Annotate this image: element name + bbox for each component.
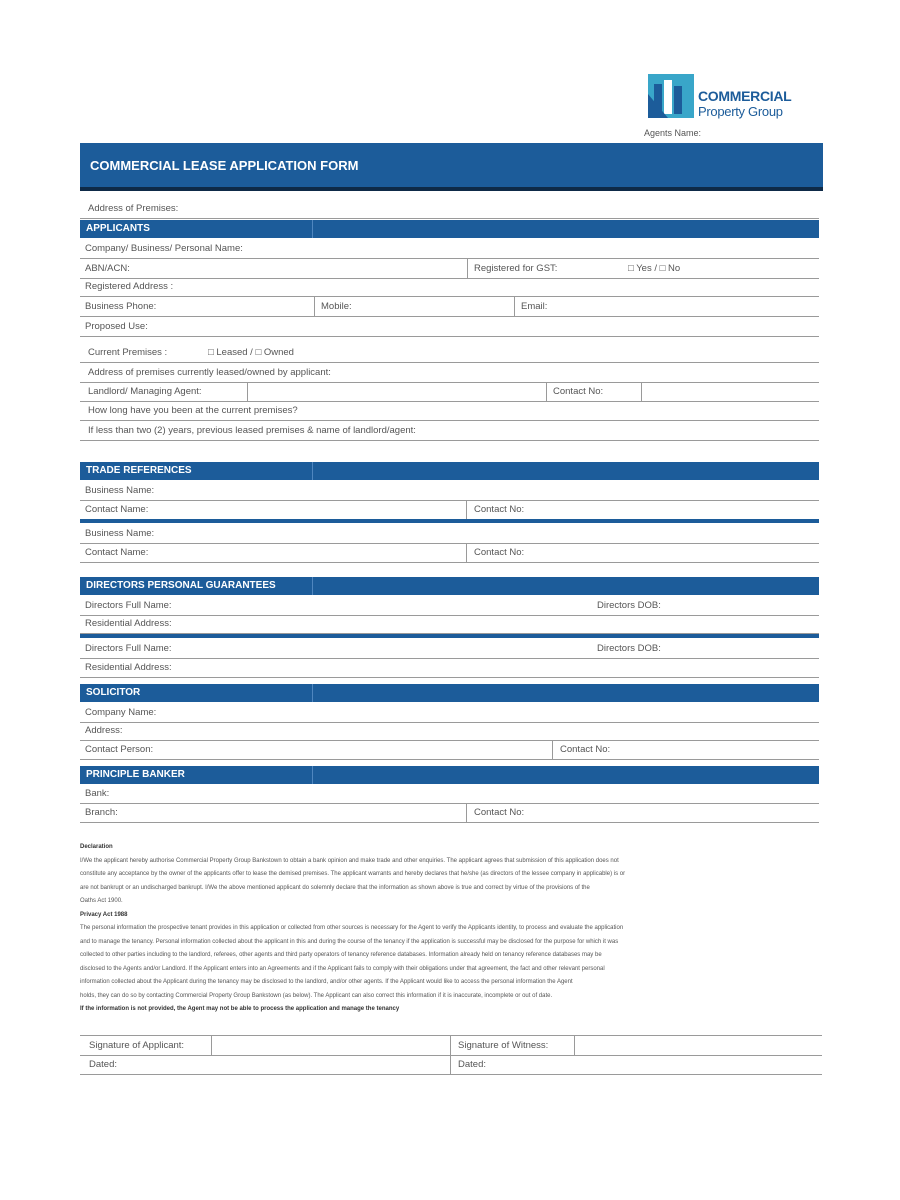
privacy-line: holds, they can do so by contacting Commercial Property Group Bankstown (as below). The Applicant can also correct this information if it is inaccurate, incomplete or out of date. xyxy=(80,992,553,999)
registered-address-label: Registered Address : xyxy=(85,281,174,292)
email-label: Email: xyxy=(521,301,548,312)
dated-applicant-label: Dated: xyxy=(89,1059,117,1070)
director-address-label: Residential Address: xyxy=(85,662,172,673)
agents-name-label: Agents Name: xyxy=(644,128,702,138)
trade-contact-name-label: Contact Name: xyxy=(85,547,149,558)
director-address-row-1[interactable] xyxy=(80,614,819,634)
landlord-agent-label: Landlord/ Managing Agent: xyxy=(88,386,202,397)
signature-applicant-label: Signature of Applicant: xyxy=(89,1040,185,1051)
dated-witness-label: Dated: xyxy=(458,1059,486,1070)
field-divider xyxy=(641,382,642,401)
previous-premises-label: If less than two (2) years, previous leased premises & name of landlord/agent: xyxy=(88,425,416,436)
gst-options[interactable]: □ Yes / □ No xyxy=(628,263,681,274)
bank-label: Bank: xyxy=(85,788,110,799)
previous-premises-row[interactable] xyxy=(80,421,819,441)
proposed-use-label: Proposed Use: xyxy=(85,321,148,332)
director-address-row-2[interactable] xyxy=(80,658,819,678)
proposed-use-row[interactable] xyxy=(80,317,819,337)
signature-row[interactable] xyxy=(80,1036,822,1056)
section-title: DIRECTORS PERSONAL GUARANTEES xyxy=(86,580,276,591)
dated-row[interactable] xyxy=(80,1055,822,1075)
trade-business-name-label: Business Name: xyxy=(85,485,155,496)
field-divider xyxy=(466,803,467,822)
logo-line1: COMMERCIAL xyxy=(698,88,792,104)
form-title: COMMERCIAL LEASE APPLICATION FORM xyxy=(90,158,359,173)
section-header-directors xyxy=(80,577,819,595)
section-title: TRADE REFERENCES xyxy=(86,465,192,476)
gst-label: Registered for GST: xyxy=(474,263,558,274)
field-divider xyxy=(574,1036,575,1055)
field-divider xyxy=(466,543,467,562)
bank-row[interactable] xyxy=(80,784,819,804)
trade-contact-no-label: Contact No: xyxy=(474,504,525,515)
declaration-line: constitute any acceptance by the owner of the applicants offer to lease the demised premises. The applicant warrants and hereby declares that he/she (as directors of the lessee company in applicable) is or xyxy=(80,871,626,877)
privacy-line: The personal information the prospective tenant provides in this application or collected from other sources is necessary for the Agent to verify the Applicants identity, to process and evaluate the application xyxy=(80,925,624,931)
solicitor-contact-no-label: Contact No: xyxy=(560,744,611,755)
director-full-name-label: Directors Full Name: xyxy=(85,643,172,654)
section-header-applicants xyxy=(80,220,819,238)
address-current-row[interactable] xyxy=(80,363,819,383)
branch-row[interactable] xyxy=(80,803,819,823)
trade-business-row-2[interactable] xyxy=(80,524,819,544)
current-premises-row[interactable] xyxy=(80,343,819,363)
trade-business-row-1[interactable] xyxy=(80,481,819,501)
declaration-line: I/We the applicant hereby authorise Commercial Property Group Bankstown to obtain a bank opinion and make trade and other enquiries. The applicant agrees that submission of this application does not xyxy=(80,857,619,864)
header-divider xyxy=(312,220,313,238)
logo-line2: Property Group xyxy=(698,104,783,119)
how-long-row[interactable] xyxy=(80,401,819,421)
branch-label: Branch: xyxy=(85,807,118,818)
declaration-line: Oaths Act 1900. xyxy=(80,898,123,904)
business-phone-label: Business Phone: xyxy=(85,301,157,312)
trade-contact-row-1[interactable] xyxy=(80,500,819,520)
field-divider xyxy=(546,382,547,401)
section-header-banker xyxy=(80,766,819,784)
section-title: SOLICITOR xyxy=(86,687,141,698)
solicitor-address-label: Address: xyxy=(85,725,123,736)
abn-label: ABN/ACN: xyxy=(85,263,130,274)
director-name-row-1[interactable] xyxy=(80,596,819,616)
declaration-block xyxy=(80,841,820,1017)
header-divider xyxy=(312,577,313,595)
solicitor-address-row[interactable] xyxy=(80,721,819,741)
section-title: PRINCIPLE BANKER xyxy=(86,769,185,780)
how-long-label: How long have you been at the current premises? xyxy=(88,405,298,416)
form-title-banner xyxy=(80,143,823,187)
building-logo-icon xyxy=(648,74,694,118)
section-header-trade-references xyxy=(80,462,819,480)
header-divider xyxy=(312,766,313,784)
signature-witness-label: Signature of Witness: xyxy=(458,1040,549,1051)
landlord-contact-label: Contact No: xyxy=(553,386,604,397)
solicitor-company-row[interactable] xyxy=(80,703,819,723)
company-name-row[interactable] xyxy=(80,239,819,259)
privacy-line: information collected about the Applicant during the tenancy may be disclosed to the landlord, and/or other agents. If the Applicant would like to access the personal information the Agent xyxy=(80,979,573,985)
solicitor-contact-row[interactable] xyxy=(80,740,819,760)
abn-row[interactable] xyxy=(80,259,819,279)
field-divider xyxy=(514,297,515,316)
banker-contact-no-label: Contact No: xyxy=(474,807,525,818)
field-divider xyxy=(450,1036,451,1055)
director-name-row-2[interactable] xyxy=(80,639,819,659)
trade-contact-row-2[interactable] xyxy=(80,543,819,563)
trade-contact-name-label: Contact Name: xyxy=(85,504,149,515)
landlord-row[interactable] xyxy=(80,382,819,402)
declaration-heading: Declaration xyxy=(80,844,113,850)
header-divider xyxy=(312,684,313,702)
phone-row[interactable] xyxy=(80,297,819,317)
solicitor-company-label: Company Name: xyxy=(85,707,157,718)
director-dob-label: Directors DOB: xyxy=(597,643,661,654)
current-premises-label: Current Premises : xyxy=(88,347,168,358)
section-header-solicitor xyxy=(80,684,819,702)
director-address-label: Residential Address: xyxy=(85,618,172,629)
row-separator xyxy=(80,519,819,523)
privacy-line: and to manage the tenancy. Personal information collected about the applicant in this and during the course of the tenancy if the application is successful may be disclosed for the purpose for which it was xyxy=(80,938,619,945)
field-divider xyxy=(552,740,553,759)
privacy-bold-note: If the information is not provided, the Agent may not be able to process the application and manage the tenancy xyxy=(80,1006,400,1012)
mobile-label: Mobile: xyxy=(321,301,352,312)
company-logo xyxy=(648,74,808,124)
section-title: APPLICANTS xyxy=(86,223,150,234)
registered-address-row[interactable] xyxy=(80,277,819,297)
privacy-line: collected to other parties including to the landlord, referees, other agents and third party operators of tenancy reference databases. Information already held on tenancy reference databases may be xyxy=(80,952,602,958)
address-current-label: Address of premises currently leased/owned by applicant: xyxy=(88,367,331,378)
banner-underline xyxy=(80,187,823,191)
address-of-premises-label: Address of Premises: xyxy=(88,203,179,214)
row-separator xyxy=(80,634,819,638)
field-divider xyxy=(247,382,248,401)
field-divider xyxy=(467,259,468,278)
privacy-heading: Privacy Act 1988 xyxy=(80,911,128,918)
trade-contact-no-label: Contact No: xyxy=(474,547,525,558)
company-name-label: Company/ Business/ Personal Name: xyxy=(85,243,243,254)
trade-business-name-label: Business Name: xyxy=(85,528,155,539)
field-divider xyxy=(314,297,315,316)
premises-options[interactable]: □ Leased / □ Owned xyxy=(208,347,294,358)
address-of-premises-row[interactable] xyxy=(80,199,819,219)
field-divider xyxy=(450,1055,451,1074)
declaration-line: are not bankrupt or an undischarged bankrupt. I/We the above mentioned applicant do solemnly declare that the information as shown above is true and correct by virtue of the provisions of the xyxy=(80,884,590,891)
director-full-name-label: Directors Full Name: xyxy=(85,600,172,611)
header-divider xyxy=(312,462,313,480)
director-dob-label: Directors DOB: xyxy=(597,600,661,611)
solicitor-contact-person-label: Contact Person: xyxy=(85,744,154,755)
privacy-line: disclosed to the Agents and/or Landlord. If the Applicant enters into an Agreements and if the Applicant fails to comply with their obligations under that agreement, the fact and other relevant personal xyxy=(80,965,605,972)
field-divider xyxy=(211,1036,212,1055)
field-divider xyxy=(466,500,467,519)
